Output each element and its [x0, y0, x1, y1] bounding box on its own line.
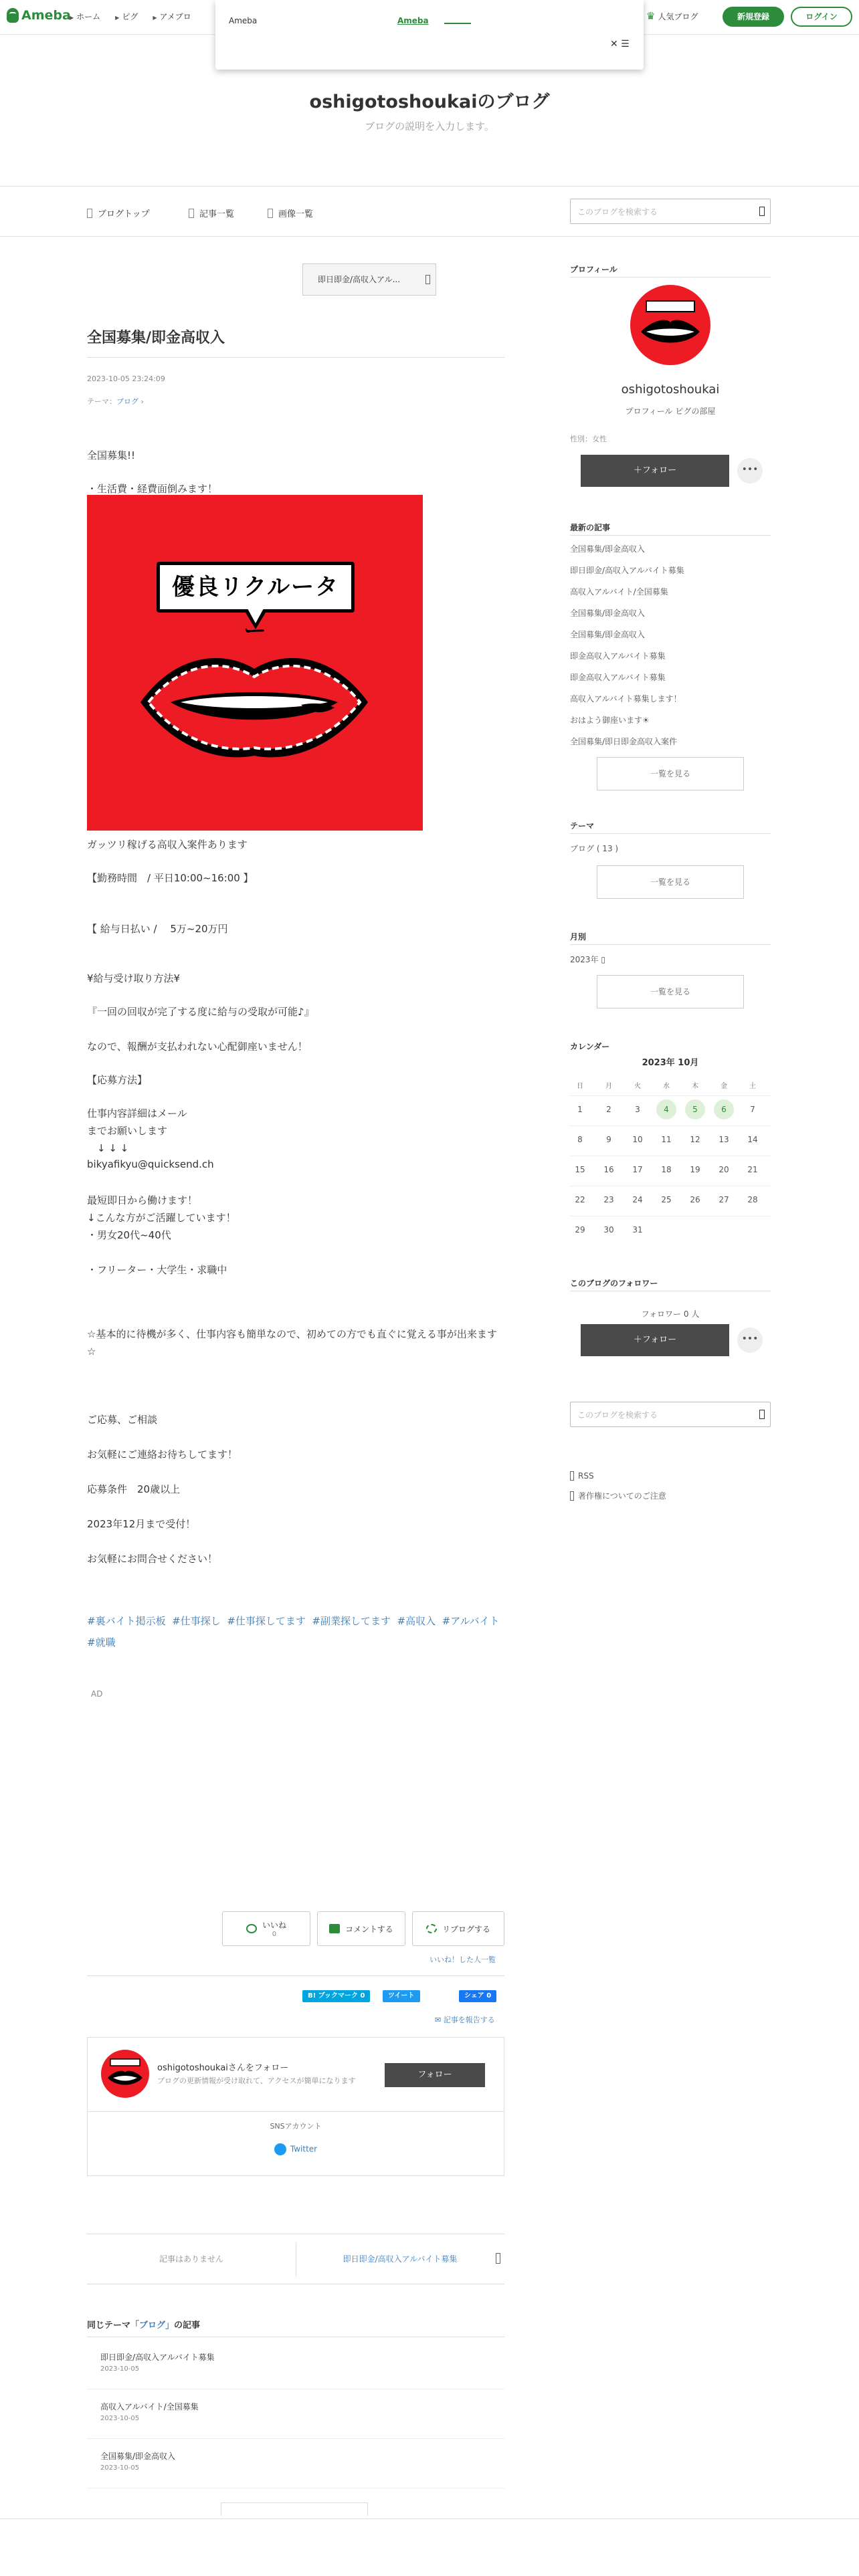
calendar-day: 13	[719, 1135, 729, 1144]
profile-links	[570, 405, 771, 417]
rss-icon	[570, 1471, 574, 1481]
calendar-day: 23	[603, 1195, 614, 1204]
recent-entry-link[interactable]: 即金高収入アルバイト募集	[570, 673, 666, 682]
search-icon[interactable]	[759, 207, 765, 216]
report-entry-link[interactable]	[435, 2014, 495, 2025]
calendar-day: 14	[747, 1135, 758, 1144]
hashtag-link[interactable]: #高収入	[397, 1615, 436, 1627]
follow-button[interactable]: ＋フォロー	[581, 455, 729, 487]
avatar[interactable]	[630, 285, 710, 365]
calendar-weekday: 水	[663, 1083, 670, 1090]
copyright-link[interactable]	[570, 1490, 666, 1501]
body-line: 仕事内容詳細はメール	[87, 1107, 187, 1119]
search-placeholder: このブログを検索する	[577, 207, 658, 217]
nav-blog-top-label: ブログトップ	[98, 209, 150, 219]
lips-avatar-icon	[101, 2050, 149, 2098]
sidebar-search-input[interactable]	[570, 1402, 771, 1427]
chevron-right-icon: ▶	[115, 15, 120, 21]
same-theme-suffix: の記事	[174, 2321, 201, 2331]
calendar-day: 24	[632, 1195, 643, 1204]
calendar-day: 17	[632, 1165, 643, 1174]
calendar-day: 11	[661, 1135, 672, 1144]
rss-label: RSS	[578, 1471, 594, 1481]
follow-button[interactable]: ＋フォロー	[581, 1324, 729, 1356]
recent-list-more-button[interactable]: 一覧を見る	[597, 757, 744, 790]
blog-title[interactable]: oshigotoshoukaiのブログ	[309, 92, 550, 112]
body-line: 【応募方法】	[87, 1074, 148, 1086]
popup-label: Ameba	[229, 16, 258, 25]
nav-ameblo-label: アメブロ	[159, 12, 191, 21]
body-line: 全国募集!!	[87, 449, 136, 461]
calendar-weekday: 火	[634, 1083, 641, 1090]
related-entry[interactable]	[100, 2401, 199, 2422]
entry-pager	[87, 2234, 504, 2284]
reblog-button[interactable]	[412, 1911, 504, 1946]
entry-theme-prefix: テーマ：	[87, 397, 116, 406]
rss-link[interactable]	[570, 1471, 594, 1481]
hashtag-link[interactable]: #仕事探し	[172, 1615, 221, 1627]
home-icon	[87, 209, 92, 218]
ameba-global-nav	[70, 11, 191, 22]
body-line: ガッツリ稼げる高収入案件あります	[87, 839, 248, 851]
theme-list-more-button[interactable]: 一覧を見る	[597, 865, 744, 899]
prev-entry-none: 記事はありません	[159, 2254, 223, 2264]
body-line: ☆基本的に待機が多く、仕事内容も簡単なので、初めての方でも直ぐに覚える事が出来ます☆	[87, 1328, 497, 1358]
blog-nav	[0, 186, 859, 237]
overlay-popup	[215, 0, 644, 70]
popup-link[interactable]: Ameba	[397, 16, 429, 25]
body-line: ↓ ↓ ↓	[87, 1142, 129, 1154]
nav-image-list-label: 画像一覧	[278, 209, 314, 219]
calendar-day: 21	[747, 1165, 758, 1174]
calendar-day-link[interactable]: 4	[656, 1099, 676, 1119]
nav-home[interactable]	[70, 11, 100, 22]
body-line: ご応募、ご相談	[87, 1414, 158, 1426]
calendar-day: 12	[690, 1135, 700, 1144]
calendar-row	[570, 1130, 771, 1150]
calendar-day: 7	[750, 1105, 755, 1114]
divider	[87, 2438, 504, 2439]
recent-entry-link[interactable]: 即金高収入アルバイト募集	[570, 651, 666, 661]
divider	[570, 1095, 771, 1096]
body-line: お気軽にお問合せください！	[87, 1553, 218, 1565]
hashtag-link[interactable]: #就職	[87, 1636, 116, 1648]
nav-pigg-label: ピグ	[122, 12, 138, 21]
body-line: 【勤務時間 / 平日10:00~16:00 】	[87, 872, 254, 884]
nav-home-label: ホーム	[76, 12, 101, 21]
chevron-right-icon: ▶	[70, 15, 74, 21]
calendar-day: 9	[606, 1135, 611, 1144]
entry-theme-link[interactable]: ブログ	[116, 397, 138, 406]
hashtag-link[interactable]: #裏バイト掲示板	[87, 1615, 166, 1627]
calendar-day: 31	[632, 1225, 643, 1235]
tweet-button[interactable]: ツイート	[383, 1990, 420, 2002]
hashtag-list	[87, 1610, 504, 1653]
profile-link[interactable]: プロフィール	[625, 407, 673, 416]
chevron-right-icon: ›	[138, 397, 144, 406]
popup-underline	[444, 23, 471, 24]
pigg-room-link[interactable]: ピグの部屋	[675, 407, 716, 416]
follow-box-name: oshigotoshoukaiさんをフォロー	[157, 2063, 289, 2073]
calendar-weekday: 金	[721, 1083, 727, 1090]
follow-box	[87, 2037, 504, 2176]
recent-entry-link[interactable]: 全国募集/即金高収入	[570, 544, 646, 554]
search-icon[interactable]	[759, 1410, 765, 1419]
calendar-row	[570, 1160, 771, 1180]
like-label-wrap	[262, 1919, 286, 1938]
like-count: 0	[272, 1931, 277, 1938]
divider	[87, 1975, 504, 1976]
calendar-day: 26	[690, 1195, 700, 1204]
image-speech-bubble: 優良リクルーター	[157, 562, 355, 613]
calendar-day: 8	[577, 1135, 583, 1144]
twitter-icon	[274, 2143, 286, 2155]
flag-icon: ✉	[435, 2016, 444, 2024]
image-icon	[268, 209, 273, 218]
calendar-day-link[interactable]: 5	[685, 1099, 705, 1119]
twitter-link[interactable]	[88, 2143, 504, 2155]
calendar-day: 3	[635, 1105, 640, 1114]
body-line: ・フリーター・大学生・求職中	[87, 1264, 227, 1276]
report-label: 記事を報告する	[443, 2016, 495, 2024]
calendar-day: 28	[747, 1195, 758, 1204]
body-line: 【 給与日払い / 5万~20万円	[87, 923, 228, 935]
calendar-day: 15	[575, 1165, 585, 1174]
follow-button[interactable]: フォロー	[385, 2063, 485, 2087]
body-line: ↓こんな方がご活躍しています！	[87, 1212, 236, 1224]
popup-close-button[interactable]: ✕ ☰	[610, 39, 630, 49]
like-button[interactable]	[222, 1911, 310, 1946]
divider	[0, 2518, 859, 2519]
nav-pigg[interactable]	[115, 11, 138, 22]
body-line: お気軽にご連絡お待ちしてます！	[87, 1448, 238, 1461]
calendar-day-link[interactable]: 6	[714, 1099, 734, 1119]
prev-entry-label: 即日即金/高収入アル...	[318, 275, 401, 284]
ameba-logo-text: Ameba	[21, 8, 71, 23]
list-icon	[189, 209, 194, 218]
facebook-share-button[interactable]: シェア 0	[459, 1990, 496, 2002]
recent-entry-link[interactable]: 全国募集/即金高収入	[570, 609, 646, 618]
chevron-right-icon	[425, 275, 430, 284]
login-button[interactable]: ログイン	[791, 7, 852, 27]
blog-search-input[interactable]	[570, 199, 771, 224]
calendar-row	[570, 1077, 771, 1097]
nav-image-list[interactable]	[268, 207, 313, 219]
body-line: までお願いします	[87, 1125, 168, 1137]
related-entry[interactable]	[100, 2351, 215, 2373]
search-placeholder: このブログを検索する	[577, 1410, 658, 1420]
calendar-day: 22	[575, 1195, 585, 1204]
nav-blog-top[interactable]	[87, 207, 150, 219]
email-address: bikyafikyu@quicksend.ch	[87, 1158, 214, 1170]
info-icon	[570, 1491, 574, 1501]
monthly-list-more-button[interactable]: 一覧を見る	[597, 975, 744, 1008]
divider	[570, 1125, 771, 1126]
calendar-day: 27	[719, 1195, 729, 1204]
divider	[570, 277, 771, 278]
recent-entry-link[interactable]: おはよう御座います☀	[570, 716, 650, 725]
followers-heading: このブログのフォロワー	[570, 1279, 658, 1288]
like-label: いいね	[262, 1921, 286, 1930]
ad-label: AD	[91, 1689, 103, 1699]
body-line: 最短即日から働けます！	[87, 1194, 198, 1206]
calendar-heading: カレンダー	[570, 1042, 610, 1051]
monthly-label: 2023年	[570, 955, 599, 964]
follow-box-description: ブログの更新情報が受け取れて、アクセスが簡単になります	[157, 2076, 356, 2085]
recruiter-image	[87, 495, 423, 831]
prev-entry-button[interactable]	[302, 263, 436, 296]
divider	[570, 535, 771, 536]
copyright-label: 著作権についてのご注意	[578, 1491, 666, 1501]
related-entry-date: 2023-10-05	[100, 2365, 140, 2373]
nav-entry-list-label: 記事一覧	[199, 209, 235, 219]
comment-button[interactable]	[317, 1911, 405, 1946]
related-entry-date: 2023-10-05	[100, 2464, 140, 2472]
body-line: 応募条件 20歳以上	[87, 1483, 181, 1495]
same-theme-prefix: 同じテーマ	[87, 2321, 131, 2331]
body-line: 『一回の回収が完了する度に給与の受取が可能♪』	[87, 1006, 314, 1018]
profile-name[interactable]: oshigotoshoukai	[621, 383, 720, 397]
calendar-day: 30	[603, 1225, 614, 1235]
ameba-logo-icon	[7, 8, 19, 23]
calendar-row	[570, 1220, 771, 1240]
calendar-day: 18	[661, 1165, 672, 1174]
popular-blogs-link[interactable]	[646, 10, 698, 22]
more-entries-stub[interactable]	[221, 2502, 368, 2516]
calendar-weekday: 月	[605, 1083, 612, 1090]
entry-date: 2023-10-05 23:24:09	[87, 374, 165, 383]
profile-gender: 性別：女性	[570, 435, 607, 443]
theme-heading: テーマ	[570, 821, 595, 831]
follower-count: フォロワー 0 人	[641, 1309, 700, 1319]
related-entry-date: 2023-10-05	[100, 2415, 140, 2422]
entry-theme	[87, 396, 144, 407]
nav-ameblo[interactable]	[153, 11, 191, 22]
related-entry-title: 高収入アルバイト/全国募集	[100, 2402, 199, 2411]
liked-users-link[interactable]: いいね！した人一覧	[430, 1955, 496, 1964]
entry-title: 全国募集/即金高収入	[87, 330, 225, 346]
comment-label: コメントする	[345, 1924, 393, 1934]
calendar-day: 20	[719, 1165, 729, 1174]
calendar-day: 2	[606, 1105, 611, 1114]
calendar-day: 16	[603, 1165, 614, 1174]
body-line: 2023年12月まで受付！	[87, 1518, 196, 1530]
chevron-right-icon: ▶	[153, 15, 157, 21]
divider	[87, 357, 504, 358]
ameba-logo[interactable]	[7, 8, 71, 23]
calendar-day: 25	[661, 1195, 672, 1204]
calendar-weekday: 木	[692, 1083, 698, 1090]
register-button[interactable]: 新規登録	[723, 7, 784, 27]
popular-blogs-label: 人気ブログ	[658, 11, 698, 21]
recent-heading: 最新の記事	[570, 523, 611, 532]
next-entry-link[interactable]: 即日即金/高収入アルバイト募集	[343, 2254, 458, 2264]
avatar[interactable]	[101, 2050, 149, 2098]
calendar-weekday: 土	[749, 1083, 756, 1090]
calendar-row	[570, 1190, 771, 1210]
more-options-button[interactable]: •••	[737, 458, 763, 484]
monthly-link[interactable]	[570, 954, 605, 965]
recent-entry-link[interactable]: 全国募集/即金高収入	[570, 630, 646, 639]
nav-entry-list[interactable]	[189, 207, 234, 219]
theme-link[interactable]: ブログ ( 13 )	[570, 844, 619, 853]
monthly-heading: 月別	[570, 932, 587, 942]
hashtag-link[interactable]: #副業探してます	[312, 1615, 391, 1627]
recent-entry-link[interactable]: 全国募集/即日即金高収入案件	[570, 737, 678, 746]
divider	[570, 833, 771, 834]
comment-icon	[329, 1924, 340, 1933]
related-entry-title: 即日即金/高収入アルバイト募集	[100, 2353, 215, 2362]
calendar-row	[570, 1099, 771, 1119]
chevron-right-icon	[496, 2253, 500, 2264]
hatena-bookmark-button[interactable]: B! ブックマーク 0	[302, 1990, 370, 2002]
sns-accounts-label: SNSアカウント	[270, 2122, 322, 2131]
calendar-month: 2023年 10月	[642, 1058, 699, 1068]
reblog-label: リブログする	[442, 1924, 490, 1934]
more-options-button[interactable]: •••	[737, 1327, 763, 1353]
calendar-day: 10	[632, 1135, 643, 1144]
same-theme-heading	[87, 2318, 200, 2331]
recent-entry-link[interactable]: 高収入アルバイト/全国募集	[570, 587, 668, 597]
calendar-day: 19	[690, 1165, 700, 1174]
chevron-down-icon: ▯	[598, 955, 605, 964]
reblog-icon	[426, 1924, 437, 1933]
hashtag-link[interactable]: #アルバイト	[442, 1615, 500, 1627]
body-line: ・男女20代~40代	[87, 1229, 171, 1241]
twitter-label: Twitter	[290, 2144, 318, 2154]
divider	[88, 2111, 504, 2112]
body-line: なので、報酬が支払われない心配御座いません！	[87, 1041, 308, 1053]
body-line: ・生活費・経費面倒みます！	[87, 483, 218, 495]
body-line: ¥給与受け取り方法¥	[87, 972, 181, 984]
related-entry[interactable]	[100, 2450, 175, 2472]
crown-icon: ♛	[646, 10, 656, 22]
recent-entry-link[interactable]: 即日即金/高収入アルバイト募集	[570, 566, 684, 575]
same-theme-name[interactable]: 「ブログ」	[130, 2321, 175, 2331]
calendar-weekday: 日	[577, 1083, 583, 1090]
divider	[570, 944, 771, 945]
recent-entry-link[interactable]: 高収入アルバイト募集します！	[570, 694, 682, 704]
smile-icon	[246, 1924, 257, 1933]
lips-avatar-icon	[630, 285, 710, 365]
profile-heading: プロフィール	[570, 265, 617, 274]
related-entry-title: 全国募集/即金高収入	[100, 2452, 176, 2461]
hashtag-link[interactable]: #仕事探してます	[227, 1615, 306, 1627]
calendar-day: 29	[575, 1225, 585, 1235]
blog-description: ブログの説明を入力します。	[365, 120, 494, 132]
calendar-day: 1	[577, 1105, 583, 1114]
speech-bubble-tail-inner	[248, 609, 264, 623]
lips-illustration	[134, 635, 375, 769]
